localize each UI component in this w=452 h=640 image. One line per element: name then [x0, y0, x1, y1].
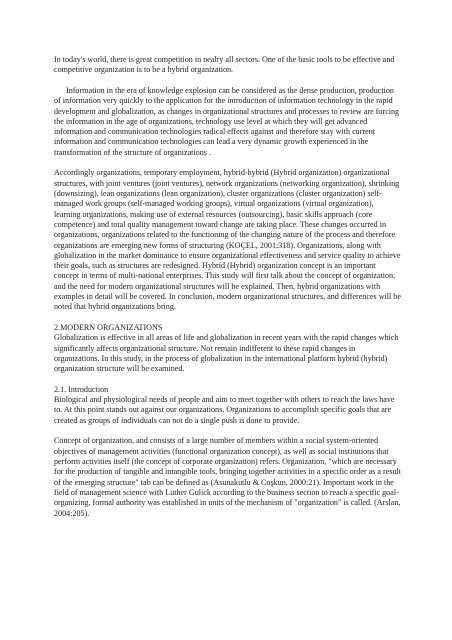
section-2-1-body: Biological and physiological needs of people and aim to meet together with others to reach the laws have to. At this point stands out against our organizations. Organizations to accomplish specific goals that are created as groups of individuals can not do a single push is done to provide.	[54, 395, 395, 425]
knowledge-era-paragraph: Information in the era of knowledge explosion can be considered as the dense production, production of information very quickly to the application for the introduction of information technology in the rapid development and globalization, as changes in organizational structures and processes to review are forcing the information in the age of organizations, technology use level at which they will get advanced information and communication technologies radical effects against and therefore stay with current information and communication technologies can lead a very dynamic growth experienced in the transformation of the structure of organizations .	[54, 85, 400, 157]
section-2-heading: 2.MODERN ORGANIZATIONS	[54, 323, 163, 332]
organization-concept-paragraph: Concept of organization, and consists of a large number of members within a social system-oriented objectives of management activities (functional organization concept), as well as social institutions that perform activities itself (the concept of corporate organization) refers. Organization, "which are necessary for the production of tangible and intangible tools, bringing together activities in a specific order as a result of the emerging structure" tab can be defined as (Asunakutlu & Coşkun, 2000:21). Important work in the field of management science with Luther Gulick according to the business section to reach a specific goal-organizing, formal authority was established in units of the mechanism of "organization" is called. (Arslan, 2004:205).	[54, 436, 402, 518]
intro-paragraph: In today's world, there is great competition in nealry all sectors. One of the basic tools to be effective and competitive organization is to be a hybrid organization.	[54, 55, 395, 75]
section-2-body: Globalization is effective in all areas of life and globalization in recent years with the rapid changes which significantly affects organizational structure. Not remain indifferent to these rapid changes in organizations. In this study, in the process of globalization in the international platform hybrid (hybrid) organization structure will be examined.	[54, 333, 399, 374]
organizations-paragraph: Accordingly organizations, temporary employment, hybrid-hybrid (Hybrid organization) organizational structures, with joint ventures (joint ventures), network organizations (networking organization), shrinking (downsizing), lean organizations (lean organization), cluster organizations (cluster organization) self-managed work groups (self-managed working groups), virtual organizations (virtual organization), learning organizations, making use of external resources (outsourcing), basic skills approach (core competence) and total quality management toward change are taking place. These changes occurred in organizations, organizations related to the functioning of the changing nature of the process and therefore organizations are emerging new forms of structuring (KOÇEL, 2001:318). Organizations, along with globalization in the market dominance to ensure organizational effectiveness and service quality to achieve their goals, such as structures are redesigned. Hybrid (Hybrid) organization concept is an important concept in terms of multi-national enterprises. This study will first talk about the concept of organization, and the need for modern organizational structures will be explained. Then, hybrid organizations with examples in detail will be covered. In conclusion, modern organizational structures, and differences will be noted that hybrid organizations bring.	[54, 168, 401, 312]
section-2-1-heading: 2.1. Introduction	[54, 384, 109, 394]
document-body	[54, 55, 402, 519]
